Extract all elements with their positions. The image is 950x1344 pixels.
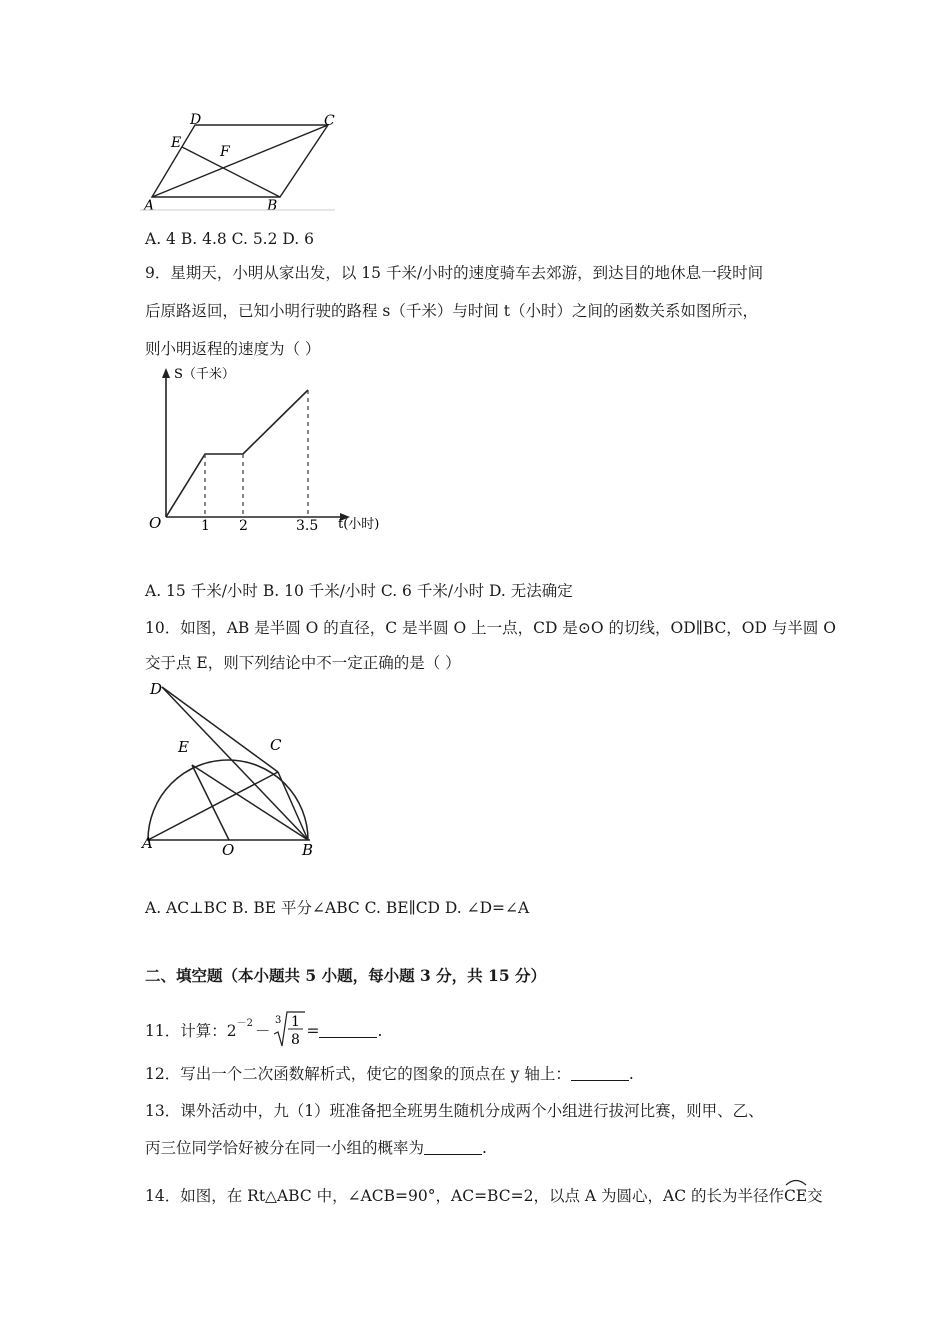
label-C: C: [324, 113, 335, 129]
q14-tail: 交: [807, 1187, 823, 1205]
q9-options: A. 15 千米/小时 B. 10 千米/小时 C. 6 千米/小时 D. 无法确定: [145, 582, 573, 600]
label-F: F: [220, 144, 230, 160]
q11-end: .: [377, 1022, 383, 1040]
q14-text: 14．如图，在 Rt△ABC 中，∠ACB=90°，AC=BC=2，以点 A 为圆心，AC 的长为半径作: [145, 1187, 784, 1205]
q13-end: .: [482, 1139, 487, 1157]
tick-1: 1: [201, 518, 210, 534]
label-A: A: [144, 198, 155, 214]
q11-exponent: －2: [236, 1018, 253, 1029]
q9-text-line3: 则小明返程的速度为（ ）: [145, 340, 321, 358]
label-B: B: [302, 841, 314, 859]
parallelogram-figure: [140, 110, 350, 215]
label-B: B: [267, 198, 278, 214]
semicircle-figure: [140, 680, 330, 860]
label-E: E: [171, 135, 182, 151]
q14: [145, 1185, 823, 1207]
q12-answer-blank[interactable]: [571, 1066, 629, 1081]
arc-label: CE: [783, 1187, 808, 1205]
q9-text-line2: 后原路返回，已知小明行驶的路程 s（千米）与时间 t（小时）之间的函数关系如图所示，: [145, 302, 759, 320]
label-D: D: [150, 680, 163, 698]
label-C: C: [270, 736, 282, 754]
label-D: D: [190, 112, 202, 128]
label-E: E: [178, 738, 189, 756]
q12: [145, 1063, 634, 1085]
q8-options: A. 4 B. 4.8 C. 5.2 D. 6: [145, 230, 314, 248]
arc-ce: [784, 1185, 807, 1207]
denominator: 8: [291, 1032, 301, 1048]
q9-text-line1: 9．星期天，小明从家出发，以 15 千米/小时的速度骑车去郊游，到达目的地休息一段时间: [145, 264, 764, 282]
root-index: 3: [275, 1015, 282, 1026]
q11-prefix: 11．计算：2: [145, 1022, 237, 1040]
q11-answer-blank[interactable]: [319, 1023, 377, 1038]
label-A: A: [142, 834, 153, 852]
q13-answer-blank[interactable]: [424, 1140, 482, 1155]
x-axis-label: t(小时): [338, 517, 380, 532]
label-O: O: [222, 841, 235, 859]
q13-text-line1: 13．课外活动中，九（1）班准备把全班男生随机分成两个小组进行拔河比赛，则甲、乙、: [145, 1102, 764, 1120]
origin-label: O: [149, 514, 162, 532]
y-axis-label: S（千米）: [174, 367, 235, 382]
q10-text-line1: 10．如图，AB 是半圆 O 的直径，C 是半圆 O 上一点，CD 是⊙O 的切线，OD∥BC，OD 与半圆 O: [145, 619, 837, 637]
q10-text-line2: 交于点 E，则下列结论中不一定正确的是（ ）: [145, 654, 461, 672]
q13-line2: [145, 1137, 487, 1159]
numerator: 1: [291, 1014, 301, 1030]
cube-root: [272, 1010, 306, 1048]
distance-time-graph: [140, 362, 400, 542]
q11: [145, 1007, 382, 1047]
tick-3-5: 3.5: [296, 518, 319, 534]
q11-equals: =: [306, 1022, 320, 1040]
tick-2: 2: [239, 518, 248, 534]
q11-minus: －: [254, 1022, 271, 1040]
q13-text-line2: 丙三位同学恰好被分在同一小组的概率为: [145, 1139, 425, 1157]
section2-heading: 二、填空题（本小题共 5 小题，每小题 3 分，共 15 分）: [145, 966, 547, 985]
q12-text: 12．写出一个二次函数解析式，使它的图象的顶点在 y 轴上：: [145, 1065, 571, 1083]
q10-options: A. AC⊥BC B. BE 平分∠ABC C. BE∥CD D. ∠D=∠A: [145, 899, 530, 917]
q12-end: .: [628, 1065, 634, 1083]
